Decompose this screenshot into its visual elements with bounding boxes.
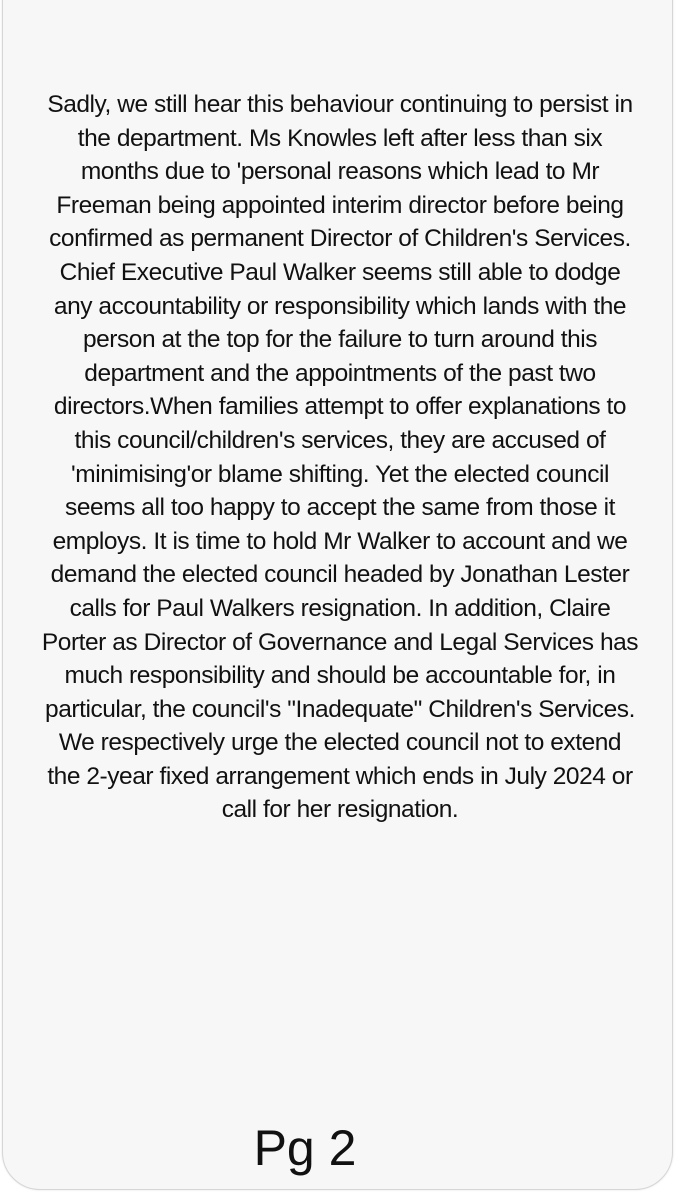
page-number: Pg 2: [253, 1120, 357, 1176]
body-text: Sadly, we still hear this behaviour continuing to persist in the department. Ms Knowles left after less than six months due to 'personal reasons which lead to Mr Freeman being appointed interim director before being confirmed as permanent Director of Children's Services. Chief Executive Paul Walker seems still able to dodge any accountability or responsibility which lands with the person at the top for the failure to turn around this department and the appointments of the past two directors.When families attempt to offer explanations to this council/children's services, they are accused of 'minimising'or blame shifting. Yet the elected council seems all too happy to accept the same from those it employs. It is time to hold Mr Walker to account and we demand the elected council headed by Jonathan Lester calls for Paul Walkers resignation. In addition, Claire Porter as Director of Governance and Legal Services has much responsibility and should be accountable for, in particular, the council's "Inadequate" Children's Services. We respectively urge the elected council not to extend the 2-year fixed arrangement which ends in July 2024 or call for her resignation.: [41, 91, 639, 824]
